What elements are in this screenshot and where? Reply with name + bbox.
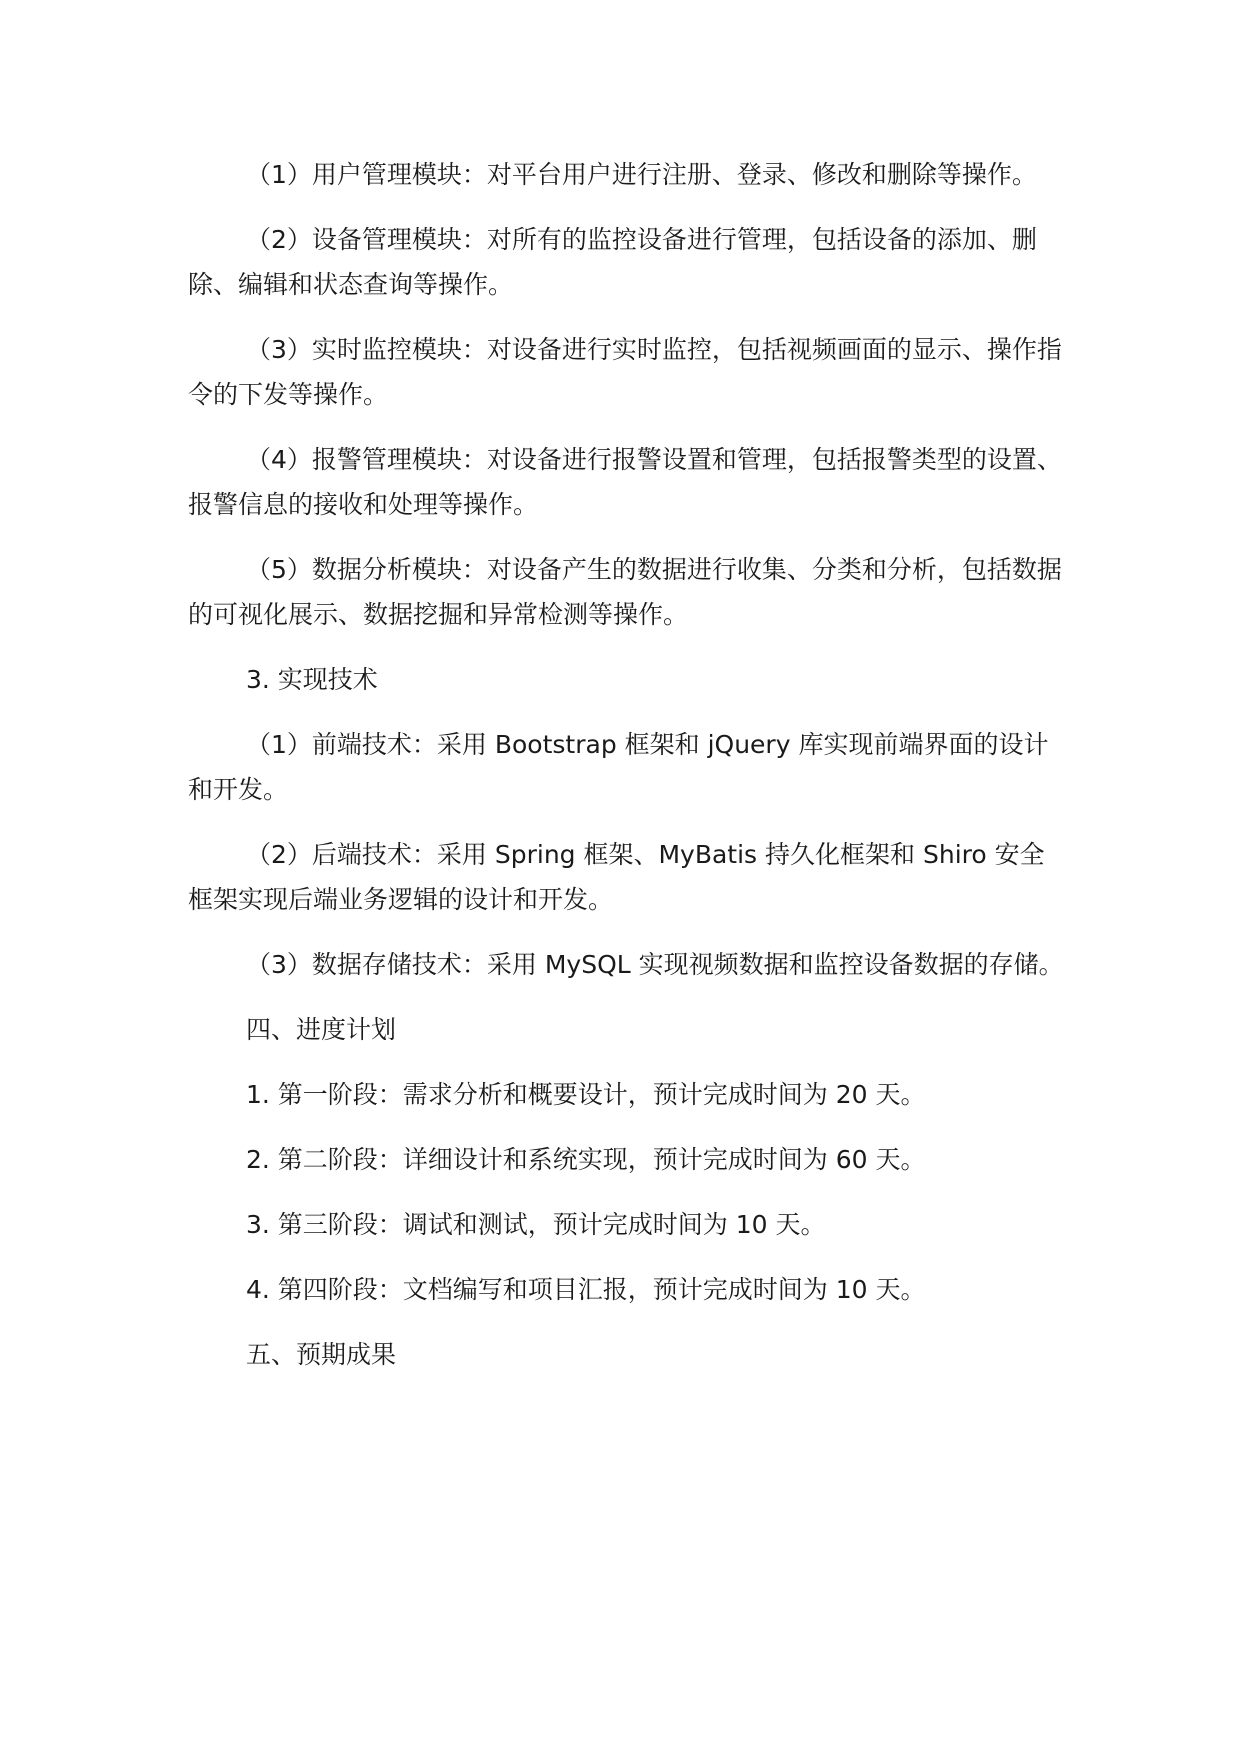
schedule-item-stage-4: 4. 第四阶段：文档编写和项目汇报，预计完成时间为 10 天。 [246, 1275, 926, 1304]
section-heading-expected-results: 五、预期成果 [246, 1340, 397, 1369]
schedule-item-stage-2: 2. 第二阶段：详细设计和系统实现，预计完成时间为 60 天。 [246, 1145, 926, 1174]
paragraph-alarm-management-module: （4）报警管理模块：对设备进行报警设置和管理，包括报警类型的设置、报警信息的接收和处理等操作。 [188, 445, 1062, 519]
paragraph-frontend-tech: （1）前端技术：采用 Bootstrap 框架和 jQuery 库实现前端界面的设计和开发。 [188, 730, 1049, 804]
section-heading-schedule: 四、进度计划 [246, 1015, 397, 1044]
paragraph-realtime-monitoring-module: （3）实时监控模块：对设备进行实时监控，包括视频画面的显示、操作指令的下发等操作。 [188, 335, 1062, 409]
paragraph-backend-tech: （2）后端技术：采用 Spring 框架、MyBatis 持久化框架和 Shiro 安全框架实现后端业务逻辑的设计和开发。 [188, 840, 1045, 914]
paragraph-data-analysis-module: （5）数据分析模块：对设备产生的数据进行收集、分类和分析，包括数据的可视化展示、数据挖掘和异常检测等操作。 [188, 555, 1062, 629]
schedule-item-stage-1: 1. 第一阶段：需求分析和概要设计，预计完成时间为 20 天。 [246, 1080, 926, 1109]
paragraph-device-management-module: （2）设备管理模块：对所有的监控设备进行管理，包括设备的添加、删除、编辑和状态查询等操作。 [188, 225, 1037, 299]
section-heading-implementation-tech: 3. 实现技术 [246, 665, 378, 694]
schedule-item-stage-3: 3. 第三阶段：调试和测试，预计完成时间为 10 天。 [246, 1210, 826, 1239]
paragraph-storage-tech: （3）数据存储技术：采用 MySQL 实现视频数据和监控设备数据的存储。 [246, 950, 1064, 979]
paragraph-user-management-module: （1）用户管理模块：对平台用户进行注册、登录、修改和删除等操作。 [246, 160, 1037, 189]
document-body [188, 152, 1068, 1397]
